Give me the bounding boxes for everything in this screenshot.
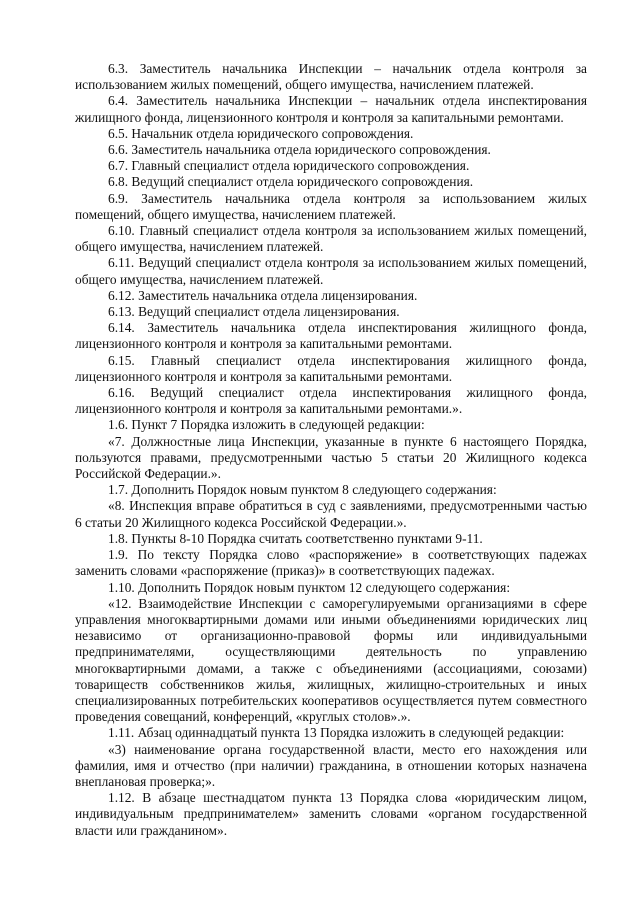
paragraph-6-10: 6.10. Главный специалист отдела контроля за использованием жилых помещений, общего имущества, начислением платежей. [75, 223, 587, 255]
paragraph-6-8: 6.8. Ведущий специалист отдела юридического сопровождения. [108, 174, 474, 190]
paragraph-quote-3: «3) наименование органа государственной власти, место его нахождения или фамилия, имя и отчество (при наличии) гражданина, в отношении которых назначена внеплановая проверка;». [75, 741, 587, 789]
paragraph-quote-7: «7. Должностные лица Инспекции, указанные в пункте 6 настоящего Порядка, пользуются правами, предусмотренными частью 5 статьи 20 Жилищного кодекса Российской Федерации.». [75, 433, 587, 482]
paragraph-6-5: 6.5. Начальник отдела юридического сопровождения. [108, 125, 414, 141]
paragraph-6-14: 6.14. Заместитель начальника отдела инспектирования жилищного фонда, лицензионного контроля и контроля за капитальными ремонтами. [75, 320, 587, 352]
paragraph-1-12: 1.12. В абзаце шестнадцатом пункта 13 Порядка слова «юридическим лицом, индивидуальным предпринимателем» заменить словами «органом государственной власти или гражданином». [75, 790, 587, 838]
paragraph-1-7: 1.7. Дополнить Порядок новым пунктом 8 следующего содержания: [108, 482, 497, 498]
paragraph-1-10: 1.10. Дополнить Порядок новым пунктом 12 следующего содержания: [108, 579, 511, 595]
paragraph-6-11: 6.11. Ведущий специалист отдела контроля за использованием жилых помещений, общего имущества, начислением платежей. [75, 255, 587, 287]
paragraph-6-6: 6.6. Заместитель начальника отдела юридического сопровождения. [108, 142, 491, 158]
paragraph-6-9: 6.9. Заместитель начальника отдела контроля за использованием жилых помещений, общего имущества, начислением платежей. [75, 190, 587, 222]
paragraph-6-12: 6.12. Заместитель начальника отдела лицензирования. [108, 287, 418, 303]
paragraph-6-3: 6.3. Заместитель начальника Инспекции – начальник отдела контроля за использованием жилых помещений, общего имущества, начислением платежей. [75, 61, 587, 93]
paragraph-6-7: 6.7. Главный специалист отдела юридического сопровождения. [108, 158, 470, 174]
paragraph-6-15: 6.15. Главный специалист отдела инспектирования жилищного фонда, лицензионного контроля и контроля за капитальными ремонтами. [75, 352, 587, 384]
paragraph-quote-8: «8. Инспекция вправе обратиться в суд с заявлениями, предусмотренными частью 6 статьи 20 Жилищного кодекса Российской Федерации.». [75, 498, 587, 530]
paragraph-6-13: 6.13. Ведущий специалист отдела лицензирования. [108, 304, 400, 320]
paragraph-6-4: 6.4. Заместитель начальника Инспекции – начальник отдела инспектирования жилищного фонда, лицензионного контроля и контроля за капитальными ремонтами. [75, 93, 587, 125]
paragraph-1-11: 1.11. Абзац одиннадцатый пункта 13 Порядка изложить в следующей редакции: [108, 725, 565, 741]
paragraph-6-16: 6.16. Ведущий специалист отдела инспектирования жилищного фонда, лицензионного контроля и контроля за капитальными ремонтами.». [75, 385, 587, 417]
paragraph-1-9: 1.9. По тексту Порядка слово «распоряжение» в соответствующих падежах заменить словами «распоряжение (приказ)» в соответствующих падежах. [75, 547, 587, 579]
document-body [75, 61, 587, 839]
paragraph-1-8: 1.8. Пункты 8-10 Порядка считать соответственно пунктами 9-11. [108, 530, 483, 546]
paragraph-quote-12: «12. Взаимодействие Инспекции с саморегулируемыми организациями в сфере управления многоквартирными домами или иными объединениями юридических лиц независимо от организационно-правовой формы или индивидуальными предпринимателями, осуществляющими деятельность по управлению многоквартирными домами, а также с объединениями (ассоциациями, союзами) товариществ собственников жилья, жилищных, жилищно-строительных и иных специализированных потребительских кооперативов осуществляется путем совместного проведения совещаний, конференций, «круглых столов».». [75, 595, 587, 725]
paragraph-1-6: 1.6. Пункт 7 Порядка изложить в следующей редакции: [108, 417, 425, 433]
